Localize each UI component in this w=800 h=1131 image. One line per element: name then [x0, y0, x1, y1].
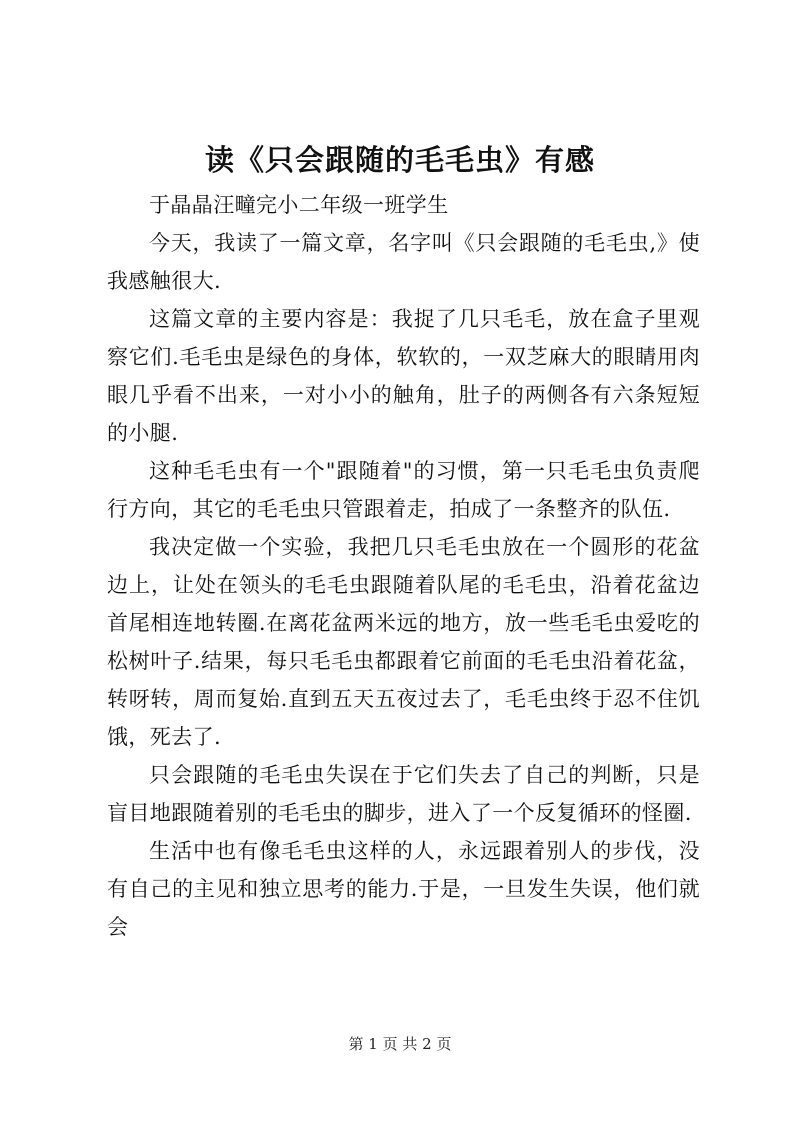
author-line: 于晶晶汪疃完小二年级一班学生	[149, 193, 449, 217]
paragraph-2: 这篇文章的主要内容是：我捉了几只毛毛，放在盒子里观察它们.毛毛虫是绿色的身体，软软的，一双芝麻大的眼睛用肉眼几乎看不出来，一对小小的触角，肚子的两侧各有六条短短的小腿.	[107, 307, 700, 445]
paragraph-6: 生活中也有像毛毛虫这样的人，永远跟着别人的步伐，没有自己的主见和独立思考的能力.于是，一旦发生失误，他们就会	[107, 839, 700, 939]
document-title: 读《只会跟随的毛毛虫》有感	[204, 143, 595, 177]
document-body	[107, 186, 700, 946]
paragraph-1: 今天，我读了一篇文章，名字叫《只会跟随的毛毛虫,》使我感触很大.	[107, 231, 700, 293]
paragraph-4: 我决定做一个实验，我把几只毛毛虫放在一个圆形的花盆边上，让处在领头的毛毛虫跟随着队尾的毛毛虫，沿着花盆边首尾相连地转圈.在离花盆两米远的地方，放一些毛毛虫爱吃的松树叶子.结果，每只毛毛虫都跟着它前面的毛毛虫沿着花盆，转呀转，周而复始.直到五天五夜过去了，毛毛虫终于忍不住饥饿，死去了.	[107, 535, 700, 749]
paragraph-3: 这种毛毛虫有一个"跟随着"的习惯，第一只毛毛虫负责爬行方向，其它的毛毛虫只管跟着走，拍成了一条整齐的队伍.	[107, 459, 700, 521]
paragraph-5: 只会跟随的毛毛虫失误在于它们失去了自己的判断，只是盲目地跟随着别的毛毛虫的脚步，进入了一个反复循环的怪圈.	[107, 763, 700, 825]
page-number-footer: 第 1 页 共 2 页	[348, 1035, 452, 1053]
